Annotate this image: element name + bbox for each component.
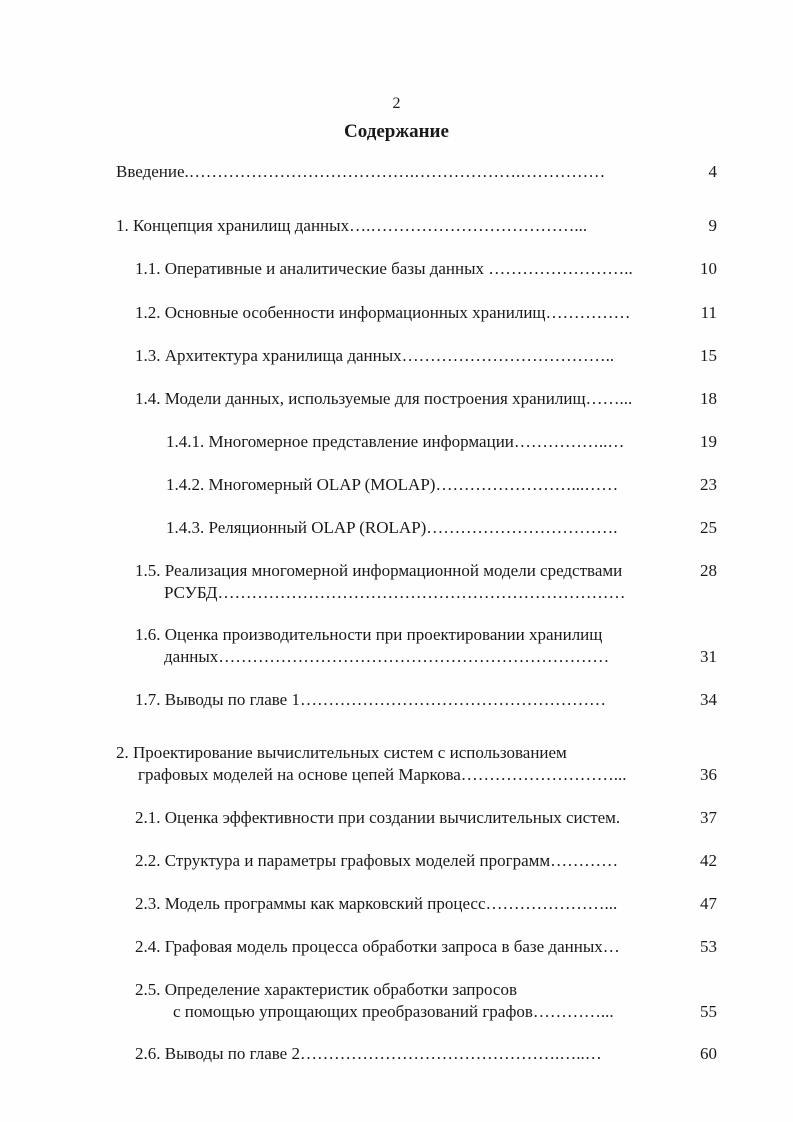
toc-entry-2-6 bbox=[135, 1043, 717, 1065]
toc-entry-text: 1.4.2. Многомерный OLAP (MOLAP)……………………...…… bbox=[166, 475, 619, 494]
toc-entry-text-continued: графовых моделей на основе цепей Маркова………………………... bbox=[138, 765, 627, 784]
toc-entry-2-4 bbox=[135, 936, 717, 958]
toc-entry-introduction bbox=[116, 161, 717, 183]
toc-entry-text: 1.1. Оперативные и аналитические базы данных …………………….. bbox=[135, 259, 633, 278]
toc-entry-page: 23 bbox=[700, 475, 717, 494]
toc-entry-chapter-2 bbox=[116, 742, 717, 786]
toc-entry-text: 1.5. Реализация многомерной информационной модели средствами bbox=[135, 561, 623, 580]
toc-entry-page: 19 bbox=[700, 432, 717, 451]
toc-entry-1-5 bbox=[135, 560, 717, 604]
toc-entry-page: 11 bbox=[700, 303, 717, 322]
toc-entry-text: 1. Концепция хранилищ данных….………………………………... bbox=[116, 216, 588, 235]
toc-entry-chapter-1 bbox=[116, 215, 717, 237]
toc-entry-page: 9 bbox=[708, 216, 717, 235]
toc-entry-1-4-2 bbox=[166, 474, 717, 496]
toc-entry-text: 1.7. Выводы по главе 1……………………………………………… bbox=[135, 690, 606, 709]
toc-entry-page: 25 bbox=[700, 518, 717, 537]
toc-entry-2-2 bbox=[135, 850, 717, 872]
toc-entry-text: 2.5. Определение характеристик обработки запросов bbox=[135, 980, 518, 999]
toc-entry-text: 2.6. Выводы по главе 2……………………………………….…..… bbox=[135, 1044, 602, 1063]
toc-entry-page: 28 bbox=[700, 561, 717, 580]
toc-entry-page: 4 bbox=[708, 162, 717, 181]
toc-entry-2-1 bbox=[135, 807, 717, 829]
toc-entry-text: 2.4. Графовая модель процесса обработки запроса в базе данных… bbox=[135, 937, 620, 956]
toc-entry-text: 1.4.3. Реляционный OLAP (ROLAP)……………………………. bbox=[166, 518, 618, 537]
page-number: 2 bbox=[392, 95, 401, 112]
toc-entry-text-continued: данных…………………………………………………………… bbox=[164, 647, 610, 666]
toc-entry-1-4-3 bbox=[166, 517, 717, 539]
toc-entry-text-continued: РСУБД……………………………………………………………… bbox=[164, 583, 626, 602]
toc-entry-text: 2.2. Структура и параметры графовых моделей программ………… bbox=[135, 851, 619, 870]
toc-entry-1-3 bbox=[135, 345, 717, 367]
toc-entry-2-3 bbox=[135, 893, 717, 915]
toc-entry-2-5 bbox=[135, 979, 717, 1023]
toc-entry-1-6 bbox=[135, 624, 717, 668]
toc-entry-text: 1.6. Оценка производительности при проектировании хранилищ bbox=[135, 625, 603, 644]
toc-entry-text: 1.4. Модели данных, используемые для построения хранилищ……... bbox=[135, 389, 633, 408]
toc-entry-page: 10 bbox=[700, 259, 717, 278]
toc-entry-1-4-1 bbox=[166, 431, 717, 453]
page-title: Содержание bbox=[344, 121, 449, 142]
toc-entry-page: 47 bbox=[700, 894, 717, 913]
toc-entry-page: 55 bbox=[700, 1002, 717, 1021]
toc-entry-text: Введение.………………………………….……………….…………… bbox=[116, 162, 606, 181]
toc-entry-page: 53 bbox=[700, 937, 717, 956]
toc-entry-1-1 bbox=[135, 258, 717, 280]
toc-entry-1-2 bbox=[135, 302, 717, 324]
toc-entry-text: 2.3. Модель программы как марковский процесс…………………... bbox=[135, 894, 618, 913]
toc-entry-page: 31 bbox=[700, 647, 717, 666]
toc-entry-page: 34 bbox=[700, 690, 717, 709]
toc-entry-page: 60 bbox=[700, 1044, 717, 1063]
toc-entry-text: 1.4.1. Многомерное представление информации……………..… bbox=[166, 432, 625, 451]
toc-entry-page: 18 bbox=[700, 389, 717, 408]
toc-entry-page: 36 bbox=[700, 765, 717, 784]
toc-entry-text-continued: с помощью упрощающих преобразований графов…………... bbox=[173, 1002, 614, 1021]
toc-entry-1-7 bbox=[135, 689, 717, 711]
toc-entry-page: 42 bbox=[700, 851, 717, 870]
toc-entry-1-4 bbox=[135, 388, 717, 410]
toc-entry-text: 1.3. Архитектура хранилища данных……………………………….. bbox=[135, 346, 615, 365]
toc-entry-page: 37 bbox=[700, 808, 717, 827]
toc-entry-text: 1.2. Основные особенности информационных хранилищ…………… bbox=[135, 303, 631, 322]
toc-entry-text: 2. Проектирование вычислительных систем с использованием bbox=[116, 743, 567, 762]
toc-entry-text: 2.1. Оценка эффективности при создании вычислительных систем. bbox=[135, 808, 621, 827]
toc-entry-page: 15 bbox=[700, 346, 717, 365]
